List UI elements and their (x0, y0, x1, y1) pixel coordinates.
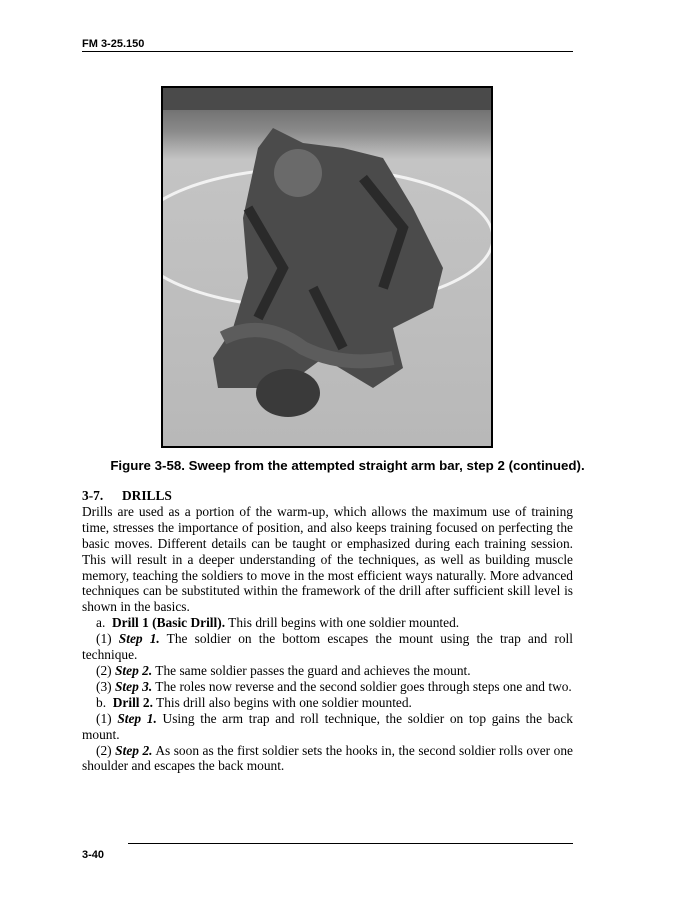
figure-caption: Figure 3-58. Sweep from the attempted straight arm bar, step 2 (continued). (110, 458, 585, 473)
list-item: a. Drill 1 (Basic Drill). This drill begins with one soldier mounted. (96, 615, 460, 631)
list-item: (3) Step 3. The roles now reverse and the second soldier goes through steps one and two. (96, 678, 572, 694)
list-item: b. Drill 2. This drill also begins with one soldier mounted. (96, 694, 412, 710)
running-header: FM 3-25.150 (82, 38, 145, 50)
soldiers-photo (163, 88, 491, 446)
figure-photo (161, 86, 493, 448)
section-body (82, 488, 573, 774)
section-number: 3-7. (82, 488, 104, 503)
list-item: (1) Step 1. Using the arm trap and roll technique, the soldier on top gains the back mount. (82, 710, 573, 742)
section-title: DRILLS (122, 488, 172, 503)
section-heading (82, 488, 573, 504)
page-number: 3-40 (82, 849, 105, 861)
list-item: (1) Step 1. The soldier on the bottom escapes the mount using the trap and roll technique. (82, 631, 573, 663)
list-item: (2) Step 2. As soon as the first soldier sets the hooks in, the second soldier rolls over one shoulder and escapes the back mount. (82, 742, 573, 774)
section-intro: Drills are used as a portion of the warm-up, which allows the maximum use of training time, stresses the importance of position, and also keeps training focused on perfecting the basic moves. Different details can be taught or emphasized during each training session. This will result in a deeper understanding of the techniques, as well as building muscle memory, teaching the soldiers to move in the most efficient ways naturally. More advanced techniques can be substituted within the framework of the drill after sufficient skill level is shown in the basics. (82, 503, 573, 615)
list-item: (2) Step 2. The same soldier passes the guard and achieves the mount. (96, 662, 471, 678)
footer-rule (128, 843, 573, 844)
header-rule (82, 51, 573, 52)
